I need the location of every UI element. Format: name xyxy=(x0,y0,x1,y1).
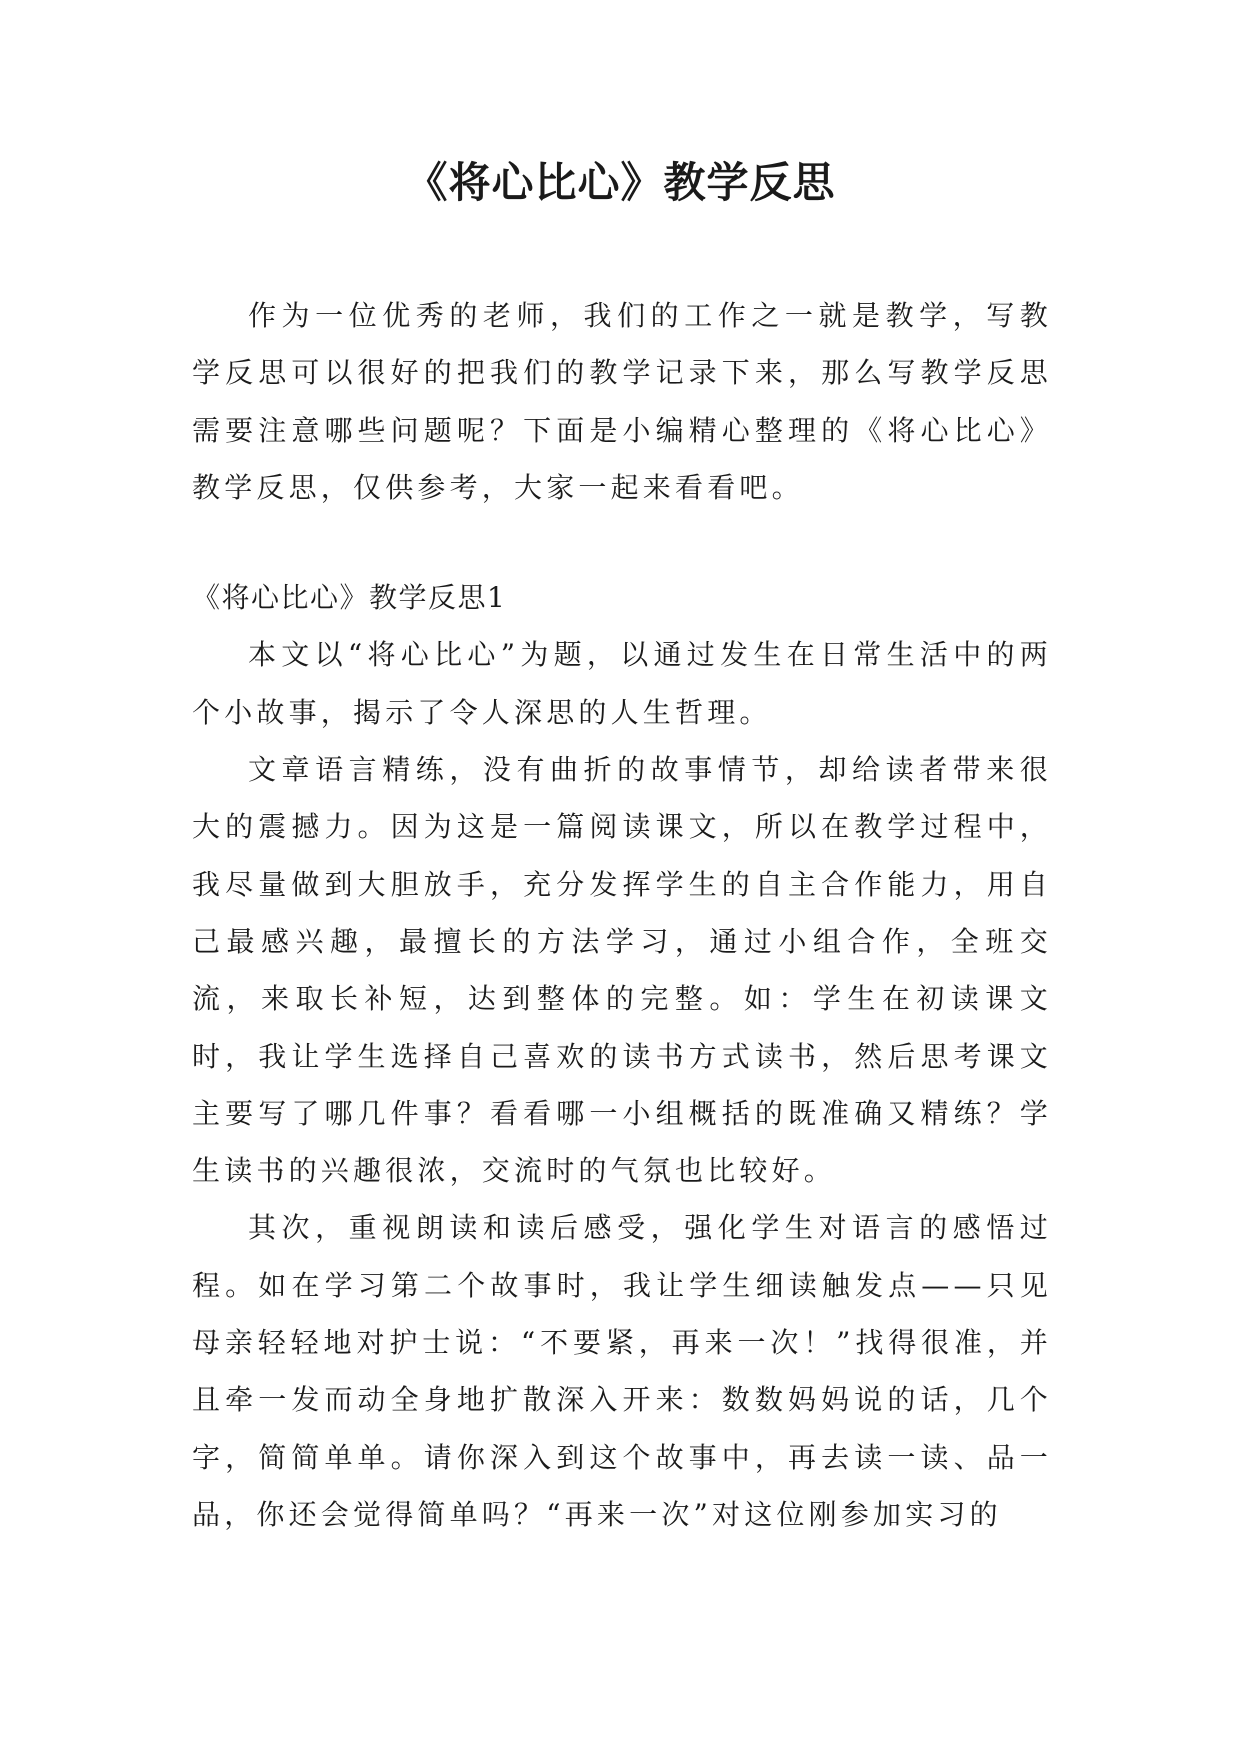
body-paragraph-2: 文章语言精练，没有曲折的故事情节，却给读者带来很大的震撼力。因为这是一篇阅读课文，所以在教学过程中，我尽量做到大胆放手，充分发挥学生的自主合作能力，用自己最感兴趣，最擅长的方法学习，通过小组合作，全班交流，来取长补短，达到整体的完整。如：学生在初读课文时，我让学生选择自己喜欢的读书方式读书，然后思考课文主要写了哪几件事？看看哪一小组概括的既准确又精练？学生读书的兴趣很浓，交流时的气氛也比较好。 xyxy=(192,753,1052,1188)
document-body xyxy=(192,287,1052,1543)
body-paragraph-1: 本文以“将心比心”为题，以通过发生在日常生活中的两个小故事，揭示了令人深思的人生哲理。 xyxy=(192,638,1052,729)
body-paragraph-3: 其次，重视朗读和读后感受，强化学生对语言的感悟过程。如在学习第二个故事时，我让学生细读触发点——只见母亲轻轻地对护士说：“不要紧，再来一次！”找得很准，并且牵一发而动全身地扩散深入开来：数数妈妈说的话，几个字，简简单单。请你深入到这个故事中，再去读一读、品一品，你还会觉得简单吗？“再来一次”对这位刚参加实习的 xyxy=(192,1211,1052,1531)
intro-paragraph: 作为一位优秀的老师，我们的工作之一就是教学，写教学反思可以很好的把我们的教学记录下来，那么写教学反思需要注意哪些问题呢？下面是小编精心整理的《将心比心》教学反思，仅供参考，大家一起来看看吧。 xyxy=(192,299,1052,504)
section-heading: 《将心比心》教学反思1 xyxy=(192,581,507,615)
document-title: 《将心比心》教学反思 xyxy=(405,158,836,207)
